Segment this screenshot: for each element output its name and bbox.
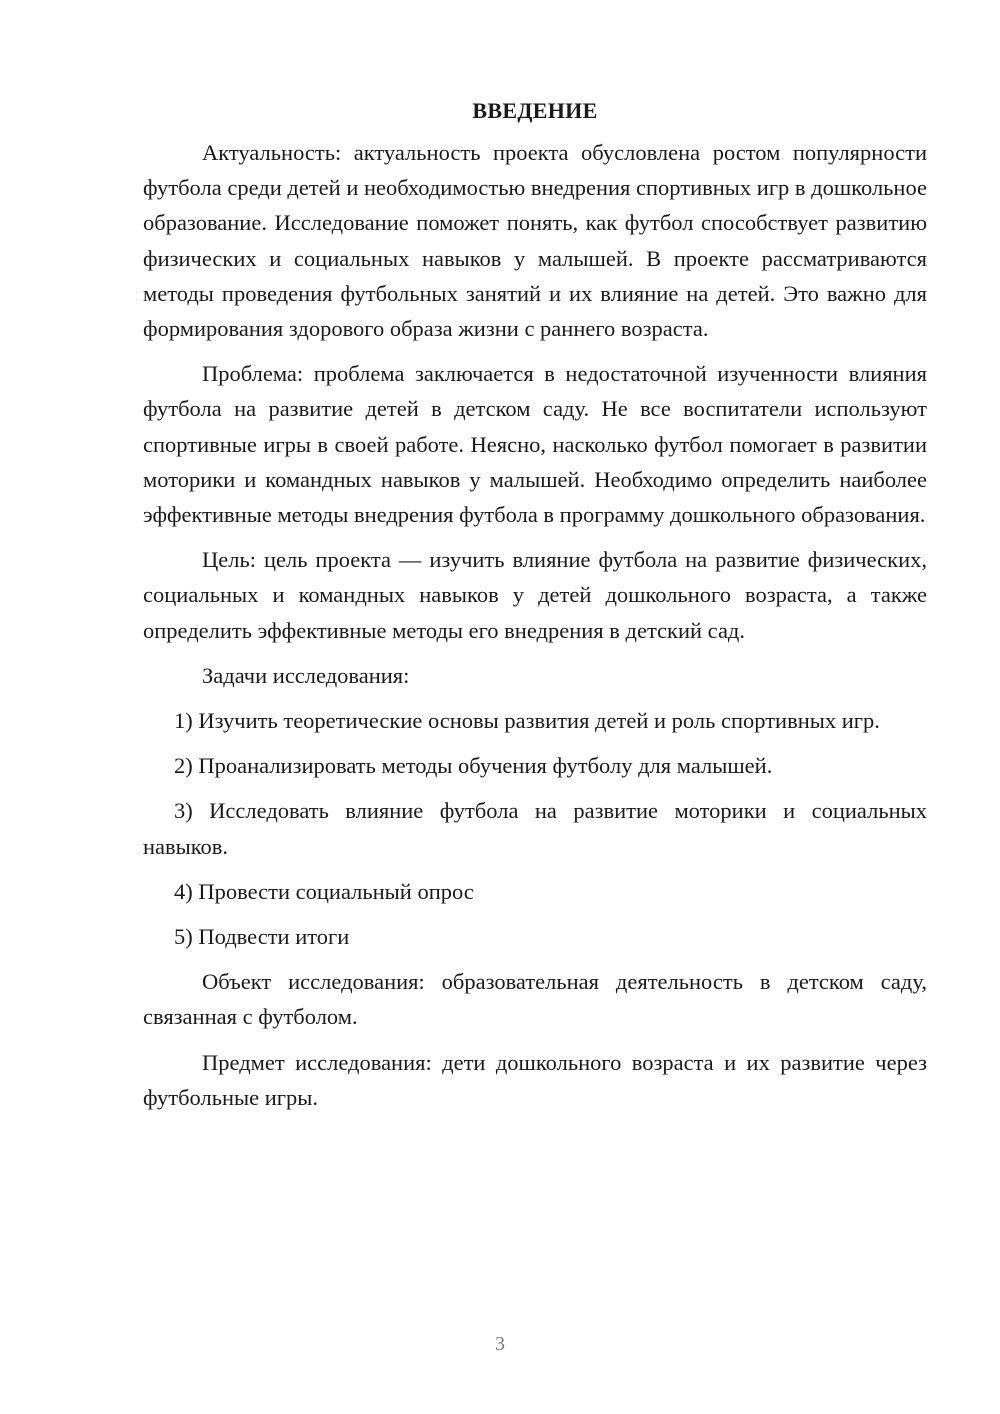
relevance-paragraph: Актуальность: актуальность проекта обусловлена ростом популярности футбола среди детей и необходимостью внедрения спортивных игр в дошкольное образование. Исследование поможет понять, как футбол способствует развитию физических и социальных навыков у малышей. В проекте рассматриваются методы проведения футбольных занятий и их влияние на детей. Это важно для формирования здорового образа жизни с раннего возраста. (143, 140, 927, 342)
subject-paragraph: Предмет исследования: дети дошкольного возраста и их развитие через футбольные игры. (143, 1049, 927, 1110)
task-item-3: 3) Исследовать влияние футбола на развитие моторики и социальных навыков. (143, 798, 927, 859)
problem-paragraph: Проблема: проблема заключается в недостаточной изученности влияния футбола на развитие детей в детском саду. Не все воспитатели используют спортивные игры в своей работе. Неясно, насколько футбол помогает в развитии моторики и командных навыков у малышей. Необходимо определить наиболее эффективные методы внедрения футбола в программу дошкольного образования. (143, 361, 927, 528)
object-paragraph: Объект исследования: образовательная деятельность в детском саду, связанная с футболом. (143, 969, 927, 1030)
task-item-1: 1) Изучить теоретические основы развития детей и роль спортивных игр. (174, 708, 880, 734)
section-heading: ВВЕДЕНИЕ (472, 98, 598, 123)
task-item-5: 5) Подвести итоги (174, 924, 350, 950)
tasks-heading: Задачи исследования: (202, 662, 410, 688)
goal-paragraph: Цель: цель проекта — изучить влияние футбола на развитие физических, социальных и командных навыков у детей дошкольного возраста, а также определить эффективные методы его внедрения в детский сад. (143, 547, 927, 643)
task-item-4: 4) Провести социальный опрос (174, 878, 474, 904)
document-page (143, 93, 927, 1125)
task-item-2: 2) Проанализировать методы обучения футболу для малышей. (174, 753, 773, 779)
page-number: 3 (495, 1333, 505, 1355)
